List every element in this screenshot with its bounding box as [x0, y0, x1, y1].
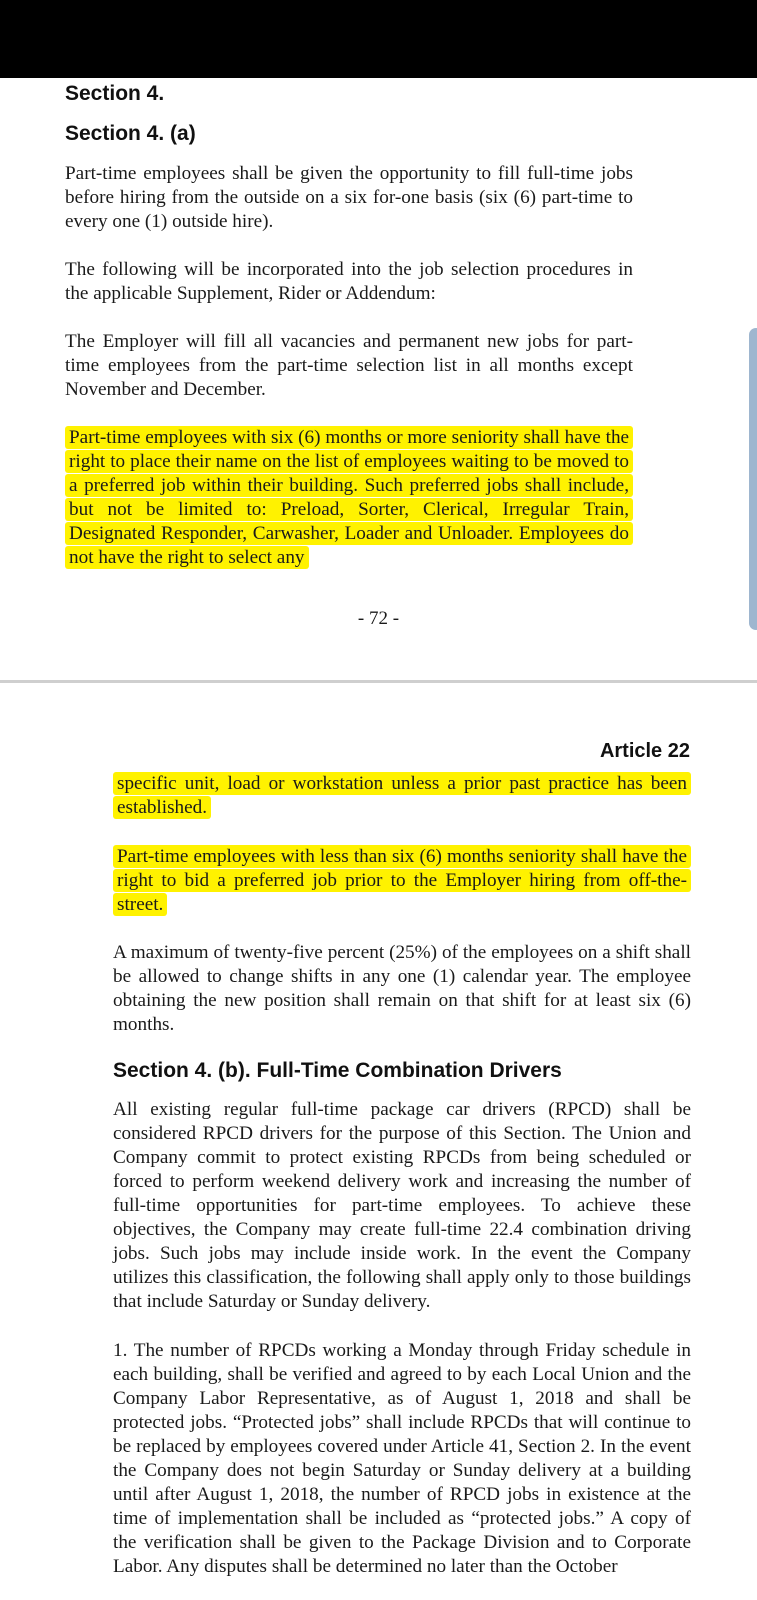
paragraph-part-time-opportunity: Part-time employees shall be given the opportunity to fill full-time jobs before hiring from the outside on a six for-one basis (six (6) part-time to every one (1) outside hire). — [65, 163, 633, 232]
highlight: Part-time employees with six (6) months or more seniority shall have the right to place their name on the list of employees waiting to be moved to a preferred job within their building. Such preferred jobs shall include, but not be limited to: Preload, Sorter, Clerical, Irregular Train, Designated Responder, Carwasher, Loader and Unloader. Employees do not have the right to select any — [65, 426, 633, 569]
paragraph-rpcd: All existing regular full-time package car drivers (RPCD) shall be considered RPCD drivers for the purpose of this Section. The Union and Company commit to protect existing RPCDs from being scheduled or forced to perform weekend delivery work and increasing the number of full-time opportunities for part-time employees. To achieve these objectives, the Company may create full-time 22.4 combination driving jobs. Such jobs may include inside work. In the event the Company utilizes this classification, the following shall apply only to those buildings that include Saturday or Sunday delivery. — [113, 1099, 691, 1312]
subsection-b-title: Section 4. (b). Full-Time Combination Drivers — [113, 1059, 562, 1082]
section-title: Section 4. — [65, 82, 165, 105]
page-divider — [0, 680, 757, 683]
list-item-1: 1. The number of RPCDs working a Monday through Friday schedule in each building, shall be verified and agreed to by each Local Union and the Company Labor Representative, as of August 1, 2018 and shall be protected jobs. “Protected jobs” shall include RPCDs that will continue to be replaced by employees covered under Article 41, Section 2. In the event the Company does not begin Saturday or Sunday delivery at a building until after August 1, 2018, the number of RPCD jobs in existence at the time of implementation shall be included as “protected jobs.” A copy of the verification shall be given to the Package Division and to Corporate Labor. Any disputes shall be determined no later than the October — [113, 1340, 691, 1577]
highlighted-paragraph-seniority — [65, 426, 633, 570]
status-bar — [0, 0, 757, 78]
highlight: Part-time employees with less than six (6) months seniority shall have the right to bid a preferred job prior to the Employer hiring from off-the-street. — [113, 845, 691, 916]
highlighted-paragraph-less-seniority — [113, 845, 691, 917]
subsection-a-title: Section 4. (a) — [65, 122, 196, 145]
page-number: - 72 - — [357, 608, 400, 629]
paragraph-vacancies: The Employer will fill all vacancies and permanent new jobs for part-time employees from the part-time selection list in all months except November and December. — [65, 331, 633, 400]
scrollbar-thumb[interactable] — [749, 328, 757, 630]
paragraph-job-selection: The following will be incorporated into the job selection procedures in the applicable Supplement, Rider or Addendum: — [65, 259, 633, 304]
article-label: Article 22 — [599, 740, 690, 762]
paragraph-shift-change: A maximum of twenty-five percent (25%) of the employees on a shift shall be allowed to change shifts in any one (1) calendar year. The employee obtaining the new position shall remain on that shift for at least six (6) months. — [113, 942, 691, 1035]
highlight: specific unit, load or workstation unless a prior past practice has been established. — [113, 772, 691, 819]
highlighted-continuation — [113, 772, 691, 820]
